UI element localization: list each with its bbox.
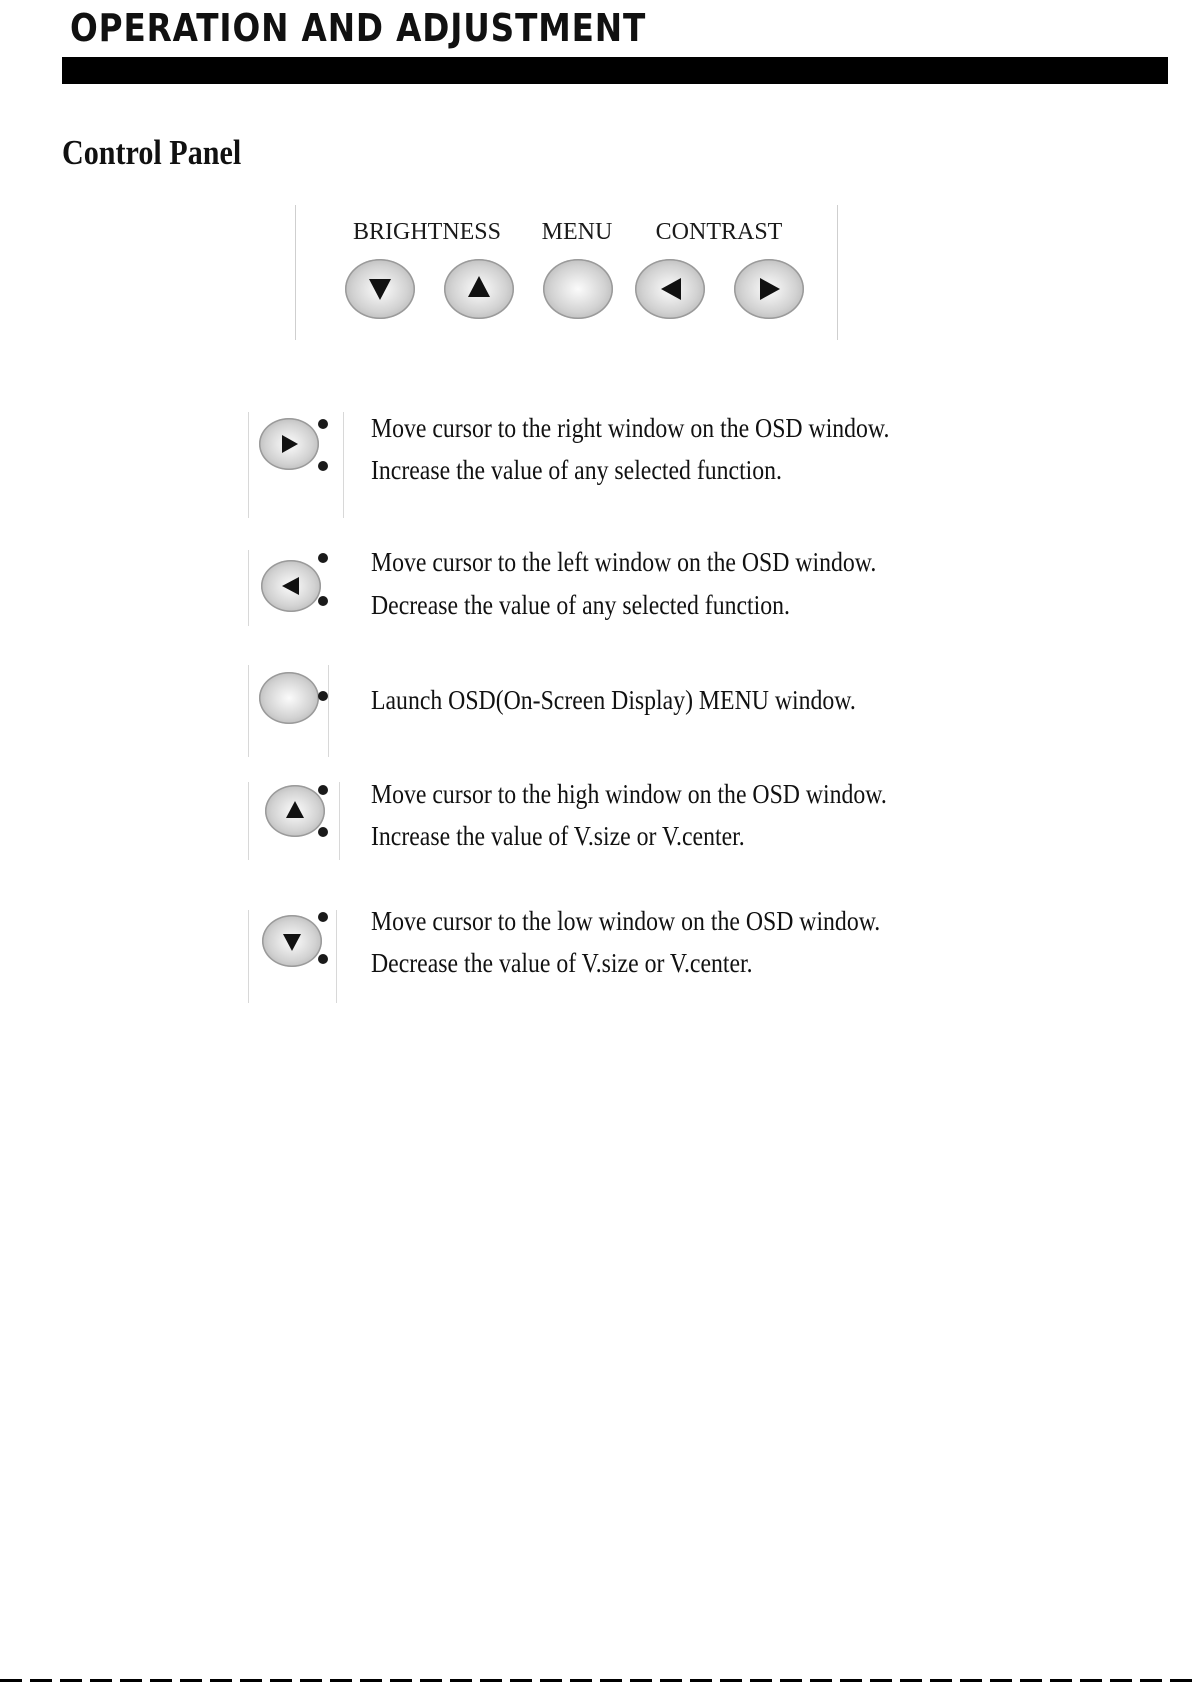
menu-circle-icon: [259, 672, 319, 724]
up-button-icon-box: [265, 785, 325, 837]
menu-button-description: [248, 665, 968, 757]
description-line: Move cursor to the low window on the OSD window.: [371, 906, 881, 936]
down-triangle-icon: [345, 259, 415, 319]
description-line: Move cursor to the high window on the OSD window.: [371, 779, 887, 809]
right-triangle-icon: [259, 418, 319, 470]
contrast-down-button[interactable]: [635, 259, 705, 319]
right-triangle-icon: [734, 259, 804, 319]
menu-label: MENU: [541, 219, 613, 245]
down-triangle-icon: [262, 915, 322, 967]
menu-button-icon-box: [259, 672, 319, 724]
left-button-description: [248, 547, 968, 626]
left-button-icon-box: [261, 560, 321, 612]
header-bar: [62, 57, 1168, 84]
brightness-up-button[interactable]: [444, 259, 514, 319]
description-line: Increase the value of V.size or V.center.: [371, 821, 745, 851]
bullet: [318, 954, 328, 964]
divider: [343, 412, 344, 518]
divider: [248, 665, 249, 757]
bullet: [318, 785, 328, 795]
divider: [339, 782, 340, 860]
divider: [328, 665, 329, 757]
divider: [336, 910, 337, 1003]
description-line: Increase the value of any selected function.: [371, 455, 782, 485]
left-triangle-icon: [635, 259, 705, 319]
divider: [248, 910, 249, 1003]
control-panel: [295, 205, 838, 340]
panel-divider-left: [295, 205, 296, 340]
bullet: [318, 691, 328, 701]
divider: [248, 550, 249, 626]
down-button-description: [248, 906, 968, 1003]
up-triangle-icon: [265, 785, 325, 837]
up-triangle-icon: [444, 259, 514, 319]
left-triangle-icon: [261, 560, 321, 612]
down-button-icon-box: [262, 915, 322, 967]
section-title: Control Panel: [62, 133, 242, 172]
contrast-label: CONTRAST: [655, 219, 783, 245]
description-line: Move cursor to the left window on the OSD window.: [371, 547, 877, 577]
divider: [248, 412, 249, 518]
bullet: [318, 419, 328, 429]
description-line: Launch OSD(On-Screen Display) MENU window.: [371, 685, 856, 715]
description-line: Decrease the value of any selected function.: [371, 590, 790, 620]
menu-circle-icon: [543, 259, 613, 319]
up-button-description: [248, 779, 968, 860]
page-title: OPERATION AND ADJUSTMENT: [70, 6, 647, 50]
bullet: [318, 461, 328, 471]
bullet: [318, 912, 328, 922]
panel-divider-right: [837, 205, 838, 340]
description-line: Decrease the value of V.size or V.center.: [371, 948, 753, 978]
bullet: [318, 596, 328, 606]
footer-dashed-line: [0, 1679, 1192, 1682]
bullet: [318, 827, 328, 837]
divider: [248, 782, 249, 860]
bullet: [318, 553, 328, 563]
right-button-description: [248, 412, 968, 518]
contrast-up-button[interactable]: [734, 259, 804, 319]
brightness-label: BRIGHTNESS: [352, 219, 502, 245]
brightness-down-button[interactable]: [345, 259, 415, 319]
description-line: Move cursor to the right window on the OSD window.: [371, 413, 890, 443]
menu-button[interactable]: [543, 259, 613, 319]
right-button-icon-box: [259, 418, 319, 470]
